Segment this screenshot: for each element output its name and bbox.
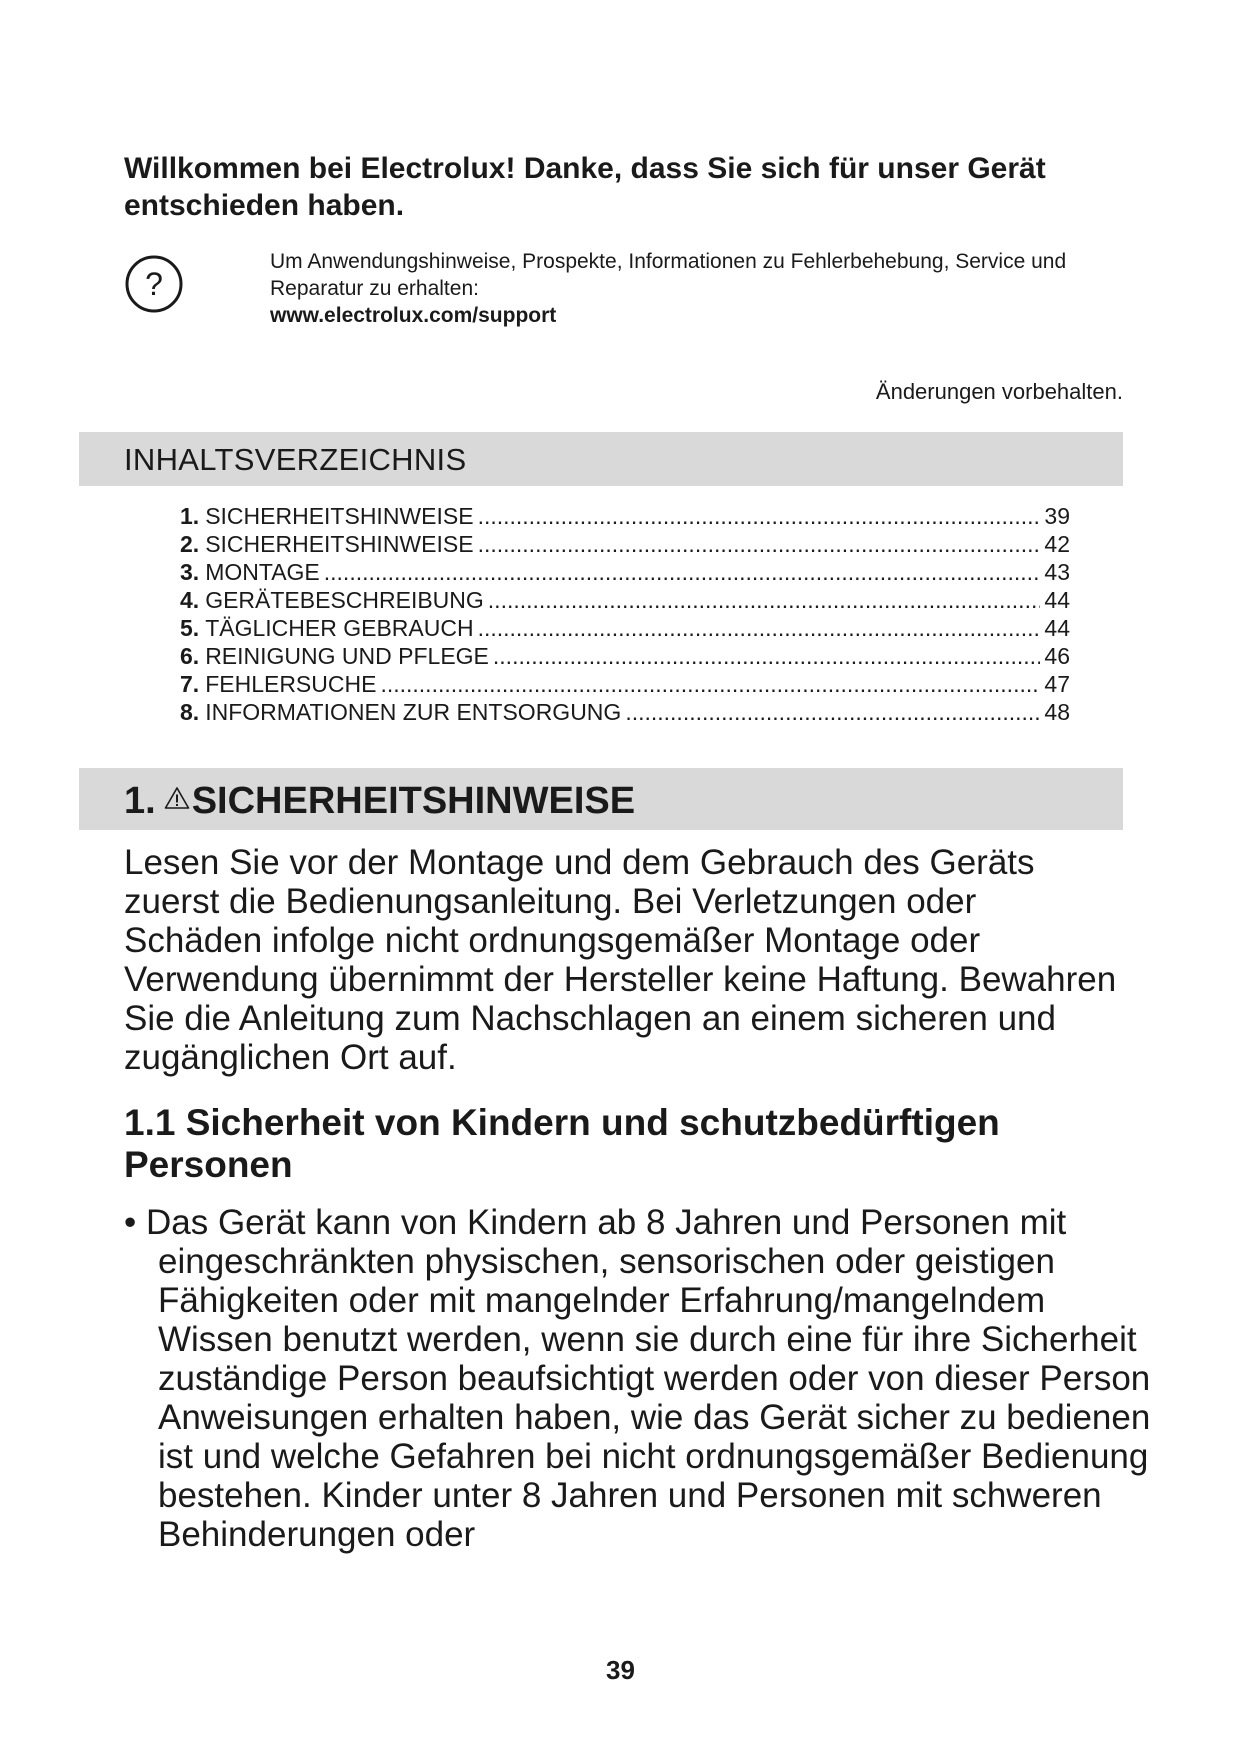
toc-leader: [625, 698, 1040, 726]
toc-item-label: INFORMATIONEN ZUR ENTSORGUNG: [205, 699, 622, 725]
toc-item[interactable]: [180, 558, 1070, 586]
toc-item[interactable]: [180, 614, 1070, 642]
question-circle-icon: [124, 254, 184, 314]
toc-leader: [493, 642, 1041, 670]
toc-leader: [324, 558, 1041, 586]
support-link[interactable]: www.electrolux.com/support: [270, 304, 557, 327]
toc-leader: [478, 614, 1041, 642]
toc-item-page: 44: [1044, 615, 1070, 641]
toc-item-label: SICHERHEITSHINWEISE: [205, 531, 474, 557]
toc-item[interactable]: [180, 670, 1070, 698]
toc-leader: [380, 670, 1040, 698]
warning-triangle-icon: [164, 786, 190, 810]
support-info: [270, 248, 1130, 329]
welcome-heading: Willkommen bei Electrolux! Danke, dass Sie sich für unser Gerät entschieden haben.: [124, 152, 1046, 222]
bullet-paragraph: • Das Gerät kann von Kindern ab 8 Jahren und Personen mit eingeschränkten physischen, sensorischen oder geistigen Fähigkeiten oder mit mangelnder Erfahrung/mangelndem Wissen benutzt werden, wenn sie durch eine für ihre Sicherheit zuständige Person beaufsichtigt werden oder von dieser Person Anweisungen erhalten haben, wie das Gerät sicher zu bedienen ist und welche Gefahren bei nicht ordnungsgemäßer Bedienung bestehen. Kinder unter 8 Jahren und Personen mit schweren Behinderungen oder: [124, 1203, 1151, 1554]
toc-item-label: SICHERHEITSHINWEISE: [205, 503, 474, 529]
toc-leader: [478, 502, 1041, 530]
section-number: 1.: [124, 780, 156, 822]
toc-leader: [478, 530, 1041, 558]
toc-item-page: 46: [1044, 643, 1070, 669]
subsection-title: 1.1 Sicherheit von Kindern und schutzbedürftigen Personen: [124, 1102, 1000, 1185]
toc-item-number: 1.: [180, 503, 200, 529]
toc-item-number: 2.: [180, 531, 200, 557]
toc-item[interactable]: [180, 530, 1070, 558]
section-title-text: SICHERHEITSHINWEISE: [191, 780, 636, 822]
toc-item-number: 6.: [180, 643, 200, 669]
toc-item-page: 44: [1044, 587, 1070, 613]
page-number: 39: [606, 1655, 635, 1685]
toc-item-number: 4.: [180, 587, 200, 613]
toc-item-page: 39: [1044, 503, 1070, 529]
toc-title: INHALTSVERZEICHNIS: [124, 442, 467, 477]
toc-item-page: 48: [1044, 699, 1070, 725]
toc-item-label: TÄGLICHER GEBRAUCH: [205, 615, 474, 641]
toc-item-number: 8.: [180, 699, 200, 725]
support-info-text: Um Anwendungshinweise, Prospekte, Informationen zu Fehlerbehebung, Service und Reparatur zu erhalten:: [270, 250, 1067, 300]
toc-item-label: GERÄTEBESCHREIBUNG: [205, 587, 484, 613]
toc-item-number: 3.: [180, 559, 200, 585]
toc-item[interactable]: [180, 586, 1070, 614]
toc-item-page: 43: [1044, 559, 1070, 585]
toc-item-number: 7.: [180, 671, 200, 697]
svg-text:?: ?: [145, 266, 163, 302]
table-of-contents: [180, 502, 1070, 726]
toc-leader: [488, 586, 1041, 614]
toc-item[interactable]: [180, 502, 1070, 530]
toc-item-label: MONTAGE: [205, 559, 320, 585]
intro-paragraph: Lesen Sie vor der Montage und dem Gebrauch des Geräts zuerst die Bedienungsanleitung. Bei Verletzungen oder Schäden infolge nicht ordnungsgemäßer Montage oder Verwendung übernimmt der Hersteller keine Haftung. Bewahren Sie die Anleitung zum Nachschlagen an einem sicheren und zugänglichen Ort auf.: [124, 843, 1117, 1077]
toc-item-page: 47: [1044, 671, 1070, 697]
toc-item-label: FEHLERSUCHE: [205, 671, 377, 697]
changes-note: Änderungen vorbehalten.: [875, 379, 1123, 404]
toc-item-number: 5.: [180, 615, 200, 641]
toc-item[interactable]: [180, 698, 1070, 726]
toc-item-page: 42: [1044, 531, 1070, 557]
toc-item[interactable]: [180, 642, 1070, 670]
section-title: [124, 779, 635, 823]
toc-item-label: REINIGUNG UND PFLEGE: [205, 643, 489, 669]
